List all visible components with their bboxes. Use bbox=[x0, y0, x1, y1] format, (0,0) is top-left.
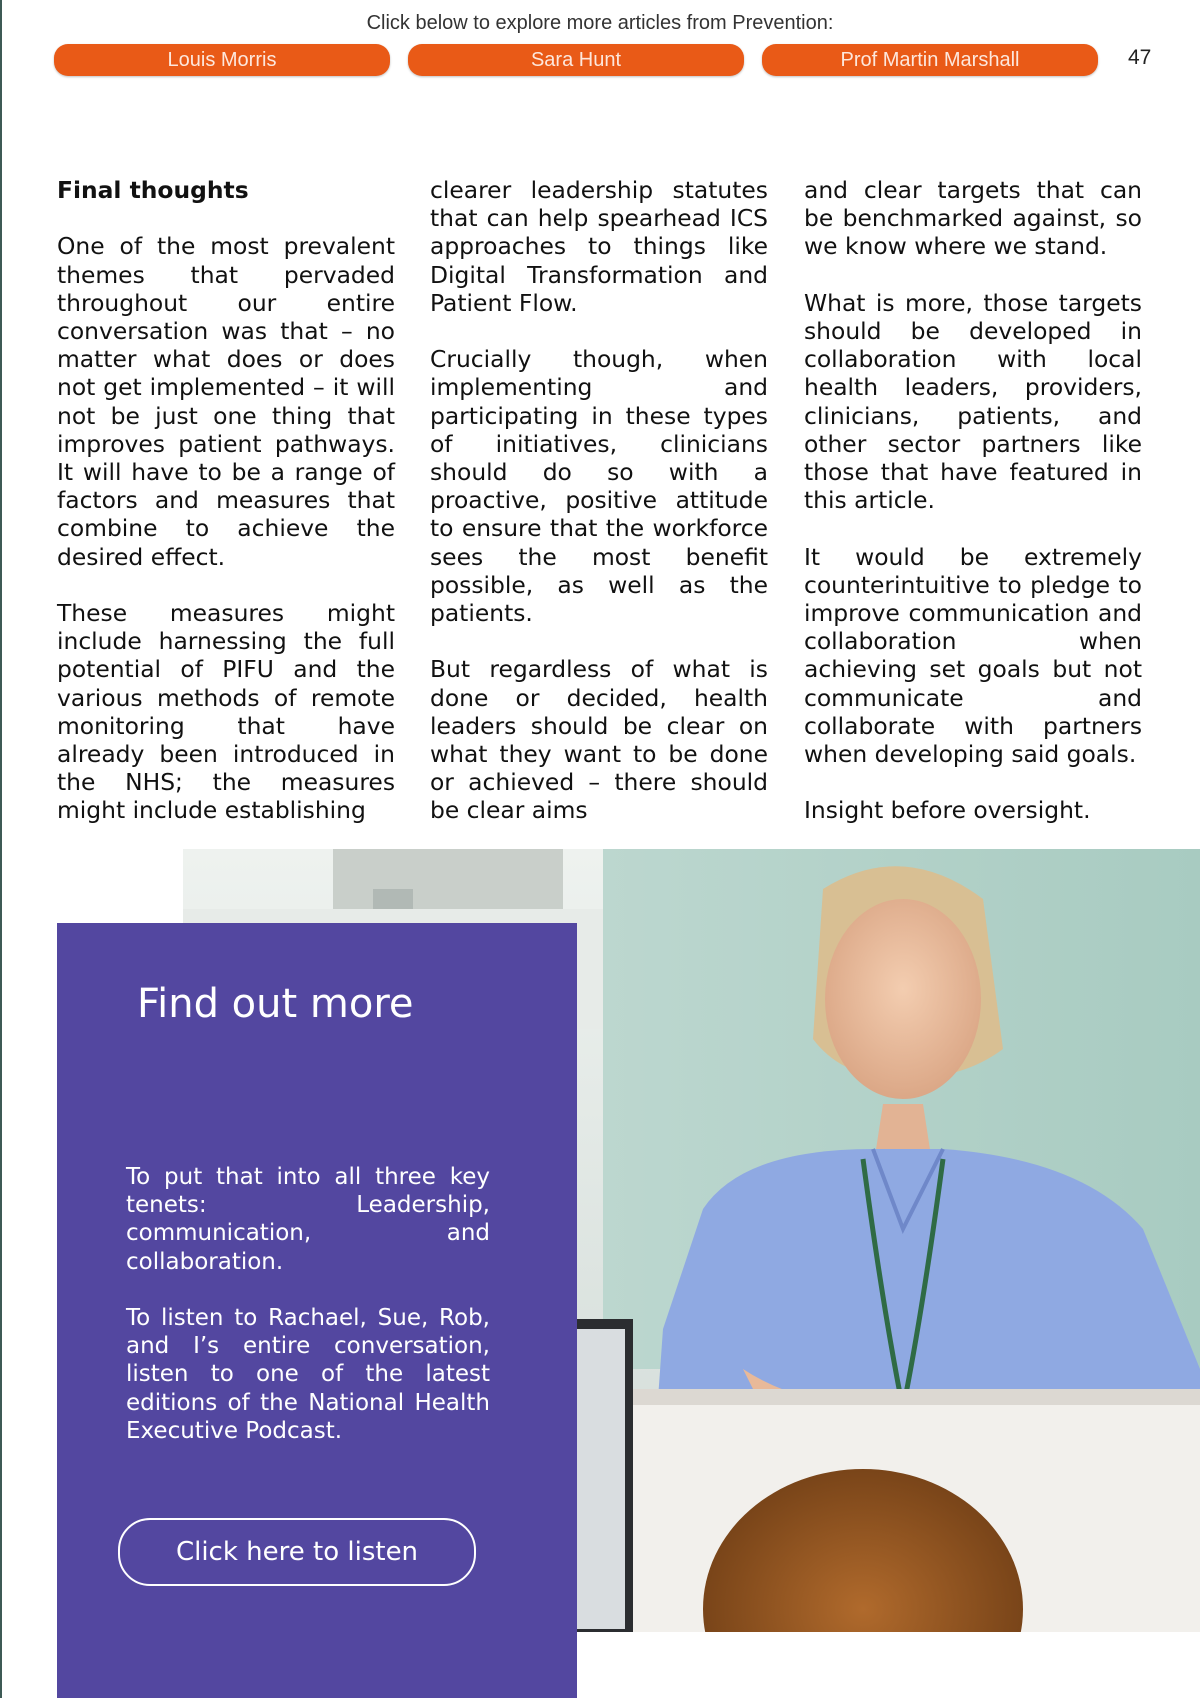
nav-link-martin-marshall[interactable]: Prof Martin Marshall bbox=[762, 44, 1098, 76]
panel-paragraph: To put that into all three key tenets: Leadership, communication, and collaboration. bbox=[126, 1164, 490, 1275]
article-column-1 bbox=[57, 176, 395, 853]
article-column-3 bbox=[804, 176, 1142, 853]
paragraph: Crucially though, when implementing and participating in these types of initiatives, clinicians should do so with a proactive, positive attitude to ensure that the workforce sees the most benefit possible, as well as the patients. bbox=[430, 345, 768, 628]
panel-paragraph: To listen to Rachael, Sue, Rob, and I’s entire conversation, listen to one of the latest editions of the National Health Executive Podcast. bbox=[126, 1305, 490, 1444]
article-column-2 bbox=[430, 176, 768, 853]
paragraph: and clear targets that can be benchmarked against, so we know where we stand. bbox=[804, 176, 1142, 261]
panel-text bbox=[126, 1163, 490, 1473]
paragraph: It would be extremely counterintuitive to pledge to improve communication and collaboration when achieving set goals but not communicate and collaborate with partners when developing said goals. bbox=[804, 542, 1142, 769]
paragraph: But regardless of what is done or decided, health leaders should be clear on what they want to be done or achieved – there should be clear aims bbox=[430, 655, 768, 825]
nav-link-sara-hunt[interactable]: Sara Hunt bbox=[408, 44, 744, 76]
paragraph: These measures might include harnessing the full potential of PIFU and the various methods of remote monitoring that have already been introduced in the NHS; the measures might include establishing bbox=[57, 599, 395, 825]
paragraph: One of the most prevalent themes that pervaded throughout our entire conversation was that – no matter what does or does not get implemented – it will not be just one thing that improves patient pathways. It will have to be a range of factors and measures that combine to achieve the desired effect. bbox=[57, 232, 395, 571]
paragraph: clearer leadership statutes that can help spearhead ICS approaches to things like Digital Transformation and Patient Flow. bbox=[430, 176, 768, 317]
nav-caption: Click below to explore more articles from Prevention: bbox=[366, 12, 834, 34]
section-heading: Final thoughts bbox=[57, 176, 249, 204]
listen-button[interactable]: Click here to listen bbox=[118, 1518, 476, 1586]
nav-link-louis-morris[interactable]: Louis Morris bbox=[54, 44, 390, 76]
panel-title: Find out more bbox=[137, 981, 414, 1027]
paragraph: Insight before oversight. bbox=[804, 796, 1091, 825]
page-edge-rule bbox=[0, 0, 2, 1698]
page-number: 47 bbox=[1128, 46, 1152, 69]
paragraph: What is more, those targets should be developed in collaboration with local health leaders, providers, clinicians, patients, and other sector partners like those that have featured in this article. bbox=[804, 288, 1142, 515]
find-out-more-panel bbox=[57, 923, 577, 1698]
